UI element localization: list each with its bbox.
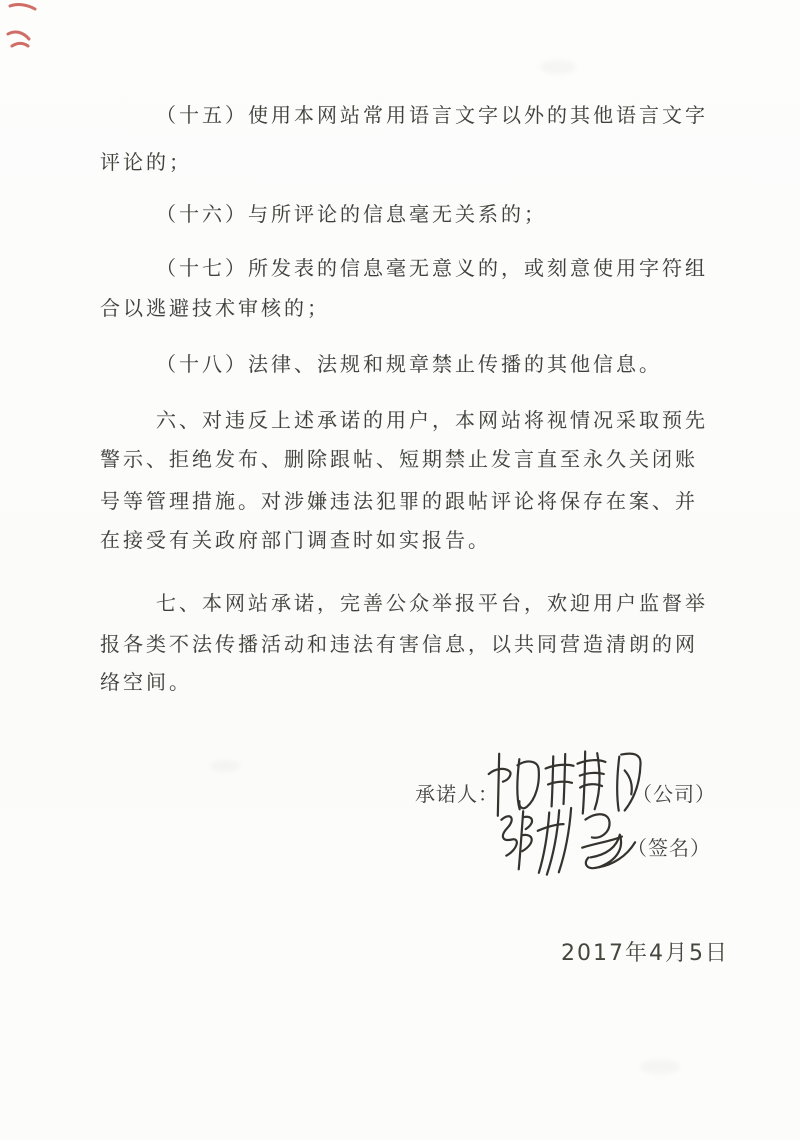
signatory-label: 承诺人： — [415, 782, 499, 806]
document-line: 六、对违反上述承诺的用户，本网站将视情况采取预先 — [156, 408, 708, 432]
scan-smudge — [540, 60, 576, 74]
document-line: 报各类不法传播活动和违法有害信息，以共同营造清朗的网 — [100, 632, 698, 656]
document-date: 2017年4月5日 — [561, 941, 729, 966]
document-line: 七、本网站承诺，完善公众举报平台，欢迎用户监督举 — [156, 591, 708, 615]
document-line: 合以逃避技术审核的； — [100, 296, 330, 320]
document-line: 评论的； — [100, 150, 192, 174]
document-line: 络空间。 — [100, 670, 192, 694]
document-line: 在接受有关政府部门调查时如实报告。 — [100, 528, 491, 552]
sign-paren-label: （签名） — [627, 836, 711, 860]
document-line: 警示、拒绝发布、删除跟帖、短期禁止发言直至永久关闭账 — [100, 447, 698, 471]
document-line: （十五）使用本网站常用语言文字以外的其他语言文字 — [156, 103, 708, 127]
document-line: （十六）与所评论的信息毫无关系的； — [156, 202, 547, 226]
scan-smudge — [210, 760, 240, 772]
document-line: （十八）法律、法规和规章禁止传播的其他信息。 — [156, 352, 662, 376]
document-line: （十七）所发表的信息毫无意义的，或刻意使用字符组 — [156, 256, 708, 280]
company-paren-label: （公司） — [632, 782, 716, 806]
scan-smudge — [640, 1060, 680, 1074]
red-ink-corner-marks — [6, 0, 50, 56]
document-line: 号等管理措施。对涉嫌违法犯罪的跟帖评论将保存在案、并 — [100, 489, 698, 513]
handwritten-name-signature — [493, 804, 645, 878]
